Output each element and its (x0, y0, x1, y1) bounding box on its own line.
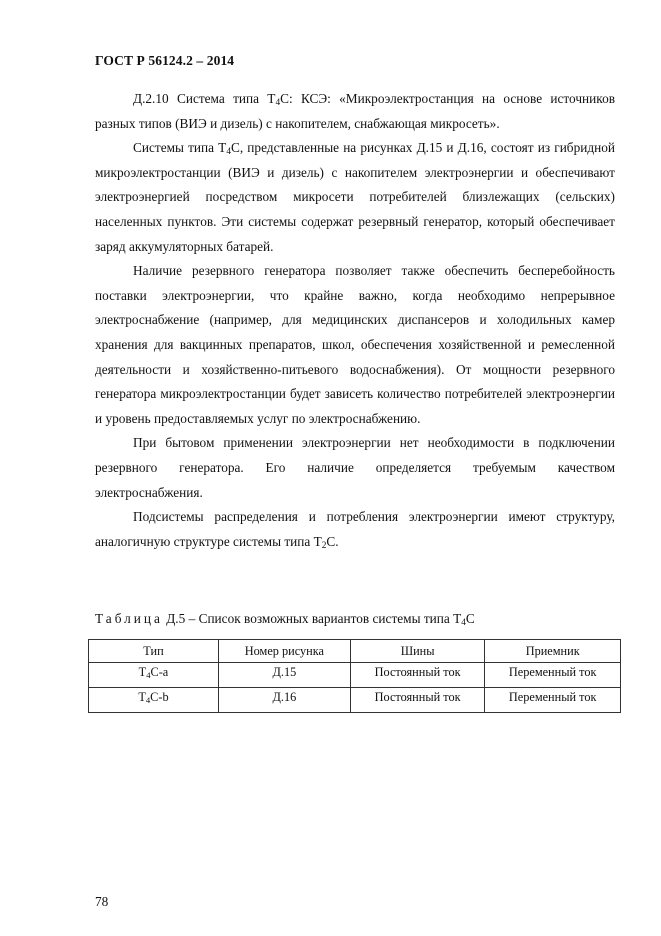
cell-receiver: Переменный ток (485, 688, 621, 713)
cell-bus: Постоянный ток (350, 663, 485, 688)
cell-text: Т (138, 690, 146, 704)
caption-text: Д.5 – Список возможных вариантов системы типа Т (162, 611, 462, 626)
body-text (95, 87, 615, 554)
paragraph-text: С, представленные на рисунках Д.15 и Д.16, состоят из гибридной микроэлектростанции (ВИЭ и дизель) с накопителем электроэнергии и обеспечивают электроэнергией посредством микросети потребителей близлежащих (сельских) населенных пунктов. Эти системы содержат резервный генератор, который обеспечивает заряд аккумуляторных батарей. (95, 140, 615, 254)
table-caption (95, 611, 475, 627)
paragraph-system-definition (95, 87, 615, 136)
cell-text: Т (138, 665, 147, 679)
subscript: 4 (145, 695, 151, 705)
subscript: 2 (321, 540, 327, 551)
table-row (89, 663, 621, 688)
caption-text: С (465, 611, 475, 626)
subscript: 4 (226, 147, 231, 158)
cell-bus: Постоянный ток (350, 688, 485, 713)
cell-receiver: Переменный ток (485, 663, 621, 688)
caption-label: Таблица (95, 611, 163, 626)
variants-table (88, 639, 621, 713)
paragraph-text: С. (326, 533, 339, 549)
cell-type (89, 688, 219, 713)
paragraph-system-description (95, 136, 615, 259)
column-header-type: Тип (89, 640, 219, 663)
paragraph-backup-generator: Наличие резервного генератора позволяет также обеспечить бесперебойность поставки электроэнергии, что крайне важно, когда необходимо непрерывное электроснабжение (например, для медицинских диспансеров и холодильных камер хранения для вакцинных препаратов, школ, обеспечения хозяйственной и ремесленной деятельности и хозяйственно-питьевого водоснабжения). От мощности резервного генератора микроэлектростанции будет зависеть количество потребителей электроэнергии и уровень предоставляемых услуг по электроснабжению. (95, 263, 615, 426)
table-row (89, 688, 621, 713)
paragraph-text: Подсистемы распределения и потребления электроэнергии имеют структуру, аналогичную структуре системы типа Т (95, 509, 615, 549)
column-header-receiver: Приемник (485, 640, 621, 663)
table-header-row (89, 640, 621, 663)
cell-text: С-b (150, 690, 169, 704)
column-header-figure: Номер рисунка (218, 640, 350, 663)
subscript: 4 (461, 618, 466, 628)
subscript: 4 (146, 670, 151, 680)
paragraph-text: Д.2.10 Система типа Т (133, 91, 276, 106)
document-header: ГОСТ Р 56124.2 – 2014 (95, 53, 235, 68)
paragraph-subsystems (95, 505, 615, 554)
page-number: 78 (95, 894, 109, 909)
subscript: 4 (275, 98, 281, 108)
cell-figure: Д.15 (218, 663, 350, 688)
paragraph-household-use: При бытовом применении электроэнергии нет необходимости в подключении резервного генератора. Его наличие определяется требуемым качеством электроснабжения. (95, 435, 615, 500)
column-header-bus: Шины (350, 640, 485, 663)
paragraph-text: Системы типа Т (133, 140, 227, 156)
cell-figure: Д.16 (218, 688, 350, 713)
cell-type (89, 663, 219, 688)
paragraph-text: С: КСЭ: «Микроэлектростанция на основе источников разных типов (ВИЭ и дизель) с накопителем, снабжающая микросеть». (95, 91, 615, 131)
cell-text: С-а (150, 665, 169, 679)
